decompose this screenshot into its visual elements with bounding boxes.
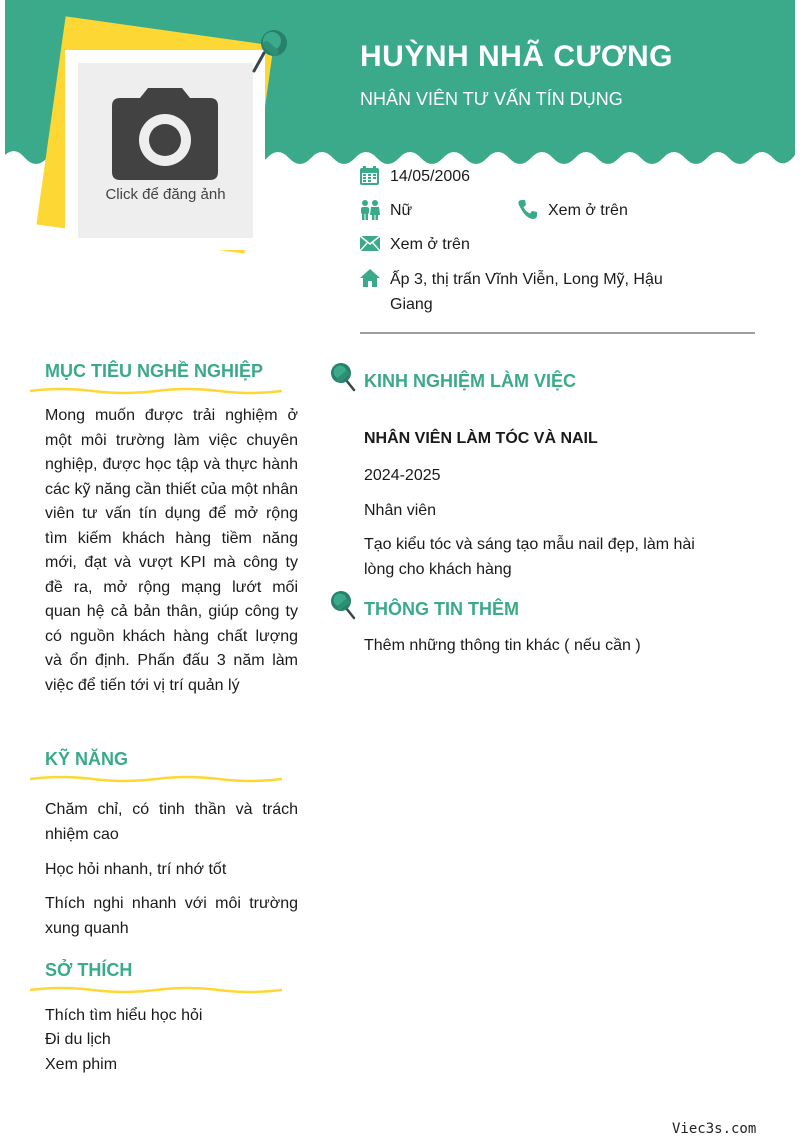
hobby-item: Xem phim <box>45 1056 118 1073</box>
email-value: Xem ở trên <box>390 236 470 253</box>
experience-company: NHÂN VIÊN LÀM TÓC VÀ NAIL <box>364 430 598 447</box>
experience-period: 2024-2025 <box>364 467 441 484</box>
calendar-icon <box>360 166 379 185</box>
hobbies-title: SỞ THÍCH <box>45 960 133 980</box>
gender-row <box>360 198 510 223</box>
pushpin-icon <box>330 590 356 620</box>
experience-position: Nhân viên <box>364 502 437 519</box>
phone-value: Xem ở trên <box>548 202 628 219</box>
address-line-2: Giang <box>390 296 433 313</box>
pushpin-icon <box>250 25 290 73</box>
candidate-name: HUỲNH NHÃ CƯƠNG <box>360 40 673 73</box>
photo-upload[interactable] <box>78 63 253 238</box>
phone-icon <box>518 200 537 219</box>
objective-underline <box>30 385 282 397</box>
experience-description: Tạo kiểu tóc và sáng tạo mẫu nail đẹp, làm hài lòng cho khách hàng <box>364 536 695 578</box>
skills-title: KỸ NĂNG <box>45 749 129 769</box>
address-row <box>360 267 740 319</box>
header-divider <box>360 332 755 334</box>
hobbies-underline <box>30 984 282 996</box>
experience-title: KINH NGHIỆM LÀM VIỆC <box>364 371 577 391</box>
hobby-item: Thích tìm hiểu học hỏi <box>45 1007 203 1024</box>
additional-title: THÔNG TIN THÊM <box>364 599 519 619</box>
objective-text: Mong muốn được trải nghiệm ở một môi trường làm việc chuyên nghiệp, được học tập và thực hành các kỹ năng cần thiết của một nhân viên tư vấn tín dụng để mở rộng tìm kiếm khách hàng tiềm năng mới, đạt và vượt KPI mà công ty đề ra, mở rộng mạng lướt mối quan hệ cả bản thân, giúp công ty có nguồn khách hàng chất lượng và ổn định. Phấn đấu 3 năm làm việc để tiến tới vị trí quản lý <box>45 407 298 694</box>
address-line-1: Ấp 3, thị trấn Vĩnh Viễn, Long Mỹ, Hậu <box>390 271 663 288</box>
skill-item: Chăm chỉ, có tinh thần và trách nhiệm cao <box>45 801 298 843</box>
gender-icon <box>360 200 380 220</box>
birthdate-value: 14/05/2006 <box>390 168 471 185</box>
additional-text: Thêm những thông tin khác ( nếu cần ) <box>364 637 641 654</box>
job-title: NHÂN VIÊN TƯ VẤN TÍN DỤNG <box>360 89 623 109</box>
pushpin-icon <box>330 362 356 392</box>
footer-brand: Viec3s.com <box>672 1121 757 1137</box>
hobby-item: Đi du lịch <box>45 1031 111 1048</box>
home-icon <box>360 269 380 287</box>
birthdate-row <box>360 164 660 189</box>
email-row <box>360 232 660 257</box>
email-icon <box>360 236 380 251</box>
phone-row <box>518 198 718 223</box>
skill-item: Học hỏi nhanh, trí nhớ tốt <box>45 861 227 878</box>
photo-upload-label: Click để đăng ảnh <box>105 186 226 203</box>
skill-item: Thích nghi nhanh với môi trường xung quanh <box>45 895 298 937</box>
gender-value: Nữ <box>390 202 413 219</box>
objective-title: MỤC TIÊU NGHỀ NGHIỆP <box>45 361 264 381</box>
skills-underline <box>30 773 282 785</box>
camera-icon <box>112 88 218 180</box>
